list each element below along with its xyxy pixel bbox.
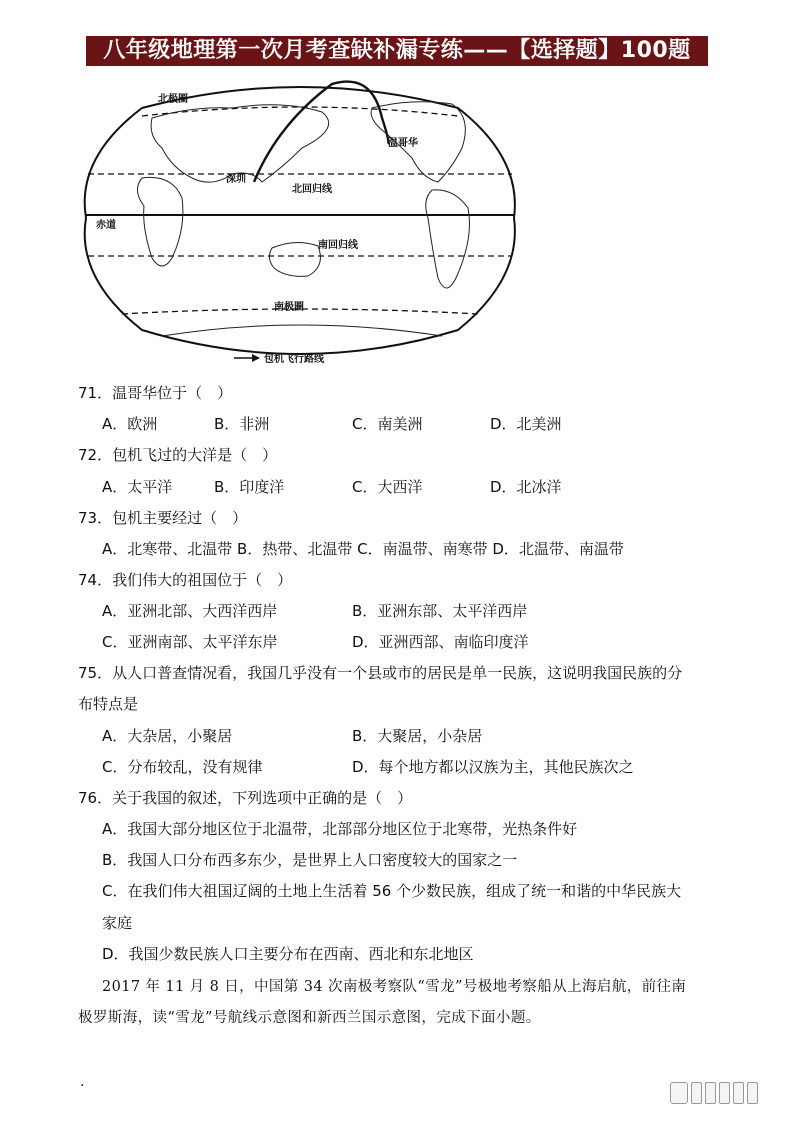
watermark-bar-icon [691, 1082, 702, 1104]
watermark-bar-icon [670, 1082, 688, 1104]
question-71-option-b: B．非洲 [214, 415, 270, 433]
question-75-option-d: D．每个地方都以汉族为主，其他民族次之 [352, 758, 634, 776]
question-75-option-a: A．大杂居，小聚居 [102, 727, 233, 745]
question-74-option-b: B．亚洲东部、太平洋西岸 [352, 602, 528, 620]
question-75-option-c: C．分布较乱，没有规律 [102, 758, 263, 776]
legend-arrow-head [252, 354, 260, 362]
footer-dot: . [80, 1074, 85, 1090]
passage-line-2: 极罗斯海，读“雪龙”号航线示意图和新西兰国示意图，完成下面小题。 [78, 1010, 541, 1026]
watermark-logo [670, 1078, 780, 1108]
question-71-option-c: C．南美洲 [352, 415, 423, 433]
question-76-stem: 76．关于我国的叙述，下列选项中正确的是（ ） [78, 789, 413, 807]
label-shenzhen: 深圳 [226, 174, 246, 185]
question-76-option-b: B．我国人口分布西多东少，是世界上人口密度较大的国家之一 [102, 851, 518, 869]
label-vancouver: 温哥华 [388, 138, 418, 149]
label-equator: 赤道 [96, 220, 116, 231]
question-73-options: A．北寒带、北温带 B．热带、北温带 C．南温带、南寒带 D．北温带、南温带 [102, 540, 624, 558]
question-74-stem: 74．我们伟大的祖国位于（ ） [78, 571, 293, 589]
watermark-bar-icon [719, 1082, 730, 1104]
question-72-stem: 72．包机飞过的大洋是（ ） [78, 446, 278, 464]
question-76-option-c-continued: 家庭 [102, 914, 133, 932]
label-tropic-of-capricorn: 南回归线 [318, 240, 358, 251]
question-72-option-b: B．印度洋 [214, 478, 285, 496]
question-74-option-d: D．亚洲西部、南临印度洋 [352, 633, 529, 651]
question-71-option-d: D．北美洲 [490, 415, 562, 433]
question-74-option-a: A．亚洲北部、大西洋西岸 [102, 602, 278, 620]
map-outline [85, 87, 515, 354]
world-map-svg [82, 78, 518, 368]
label-arctic-circle: 北极圈 [158, 94, 188, 105]
legend-label: 包机飞行路线 [264, 354, 324, 365]
page-title: 八年级地理第一次月考查缺补漏专练——【选择题】100题 [86, 36, 708, 66]
question-72-option-c: C．大西洋 [352, 478, 423, 496]
world-map-figure [82, 78, 518, 368]
question-75-option-b: B．大聚居，小杂居 [352, 727, 483, 745]
passage-line-1: 2017 年 11 月 8 日，中国第 34 次南极考察队“雪龙”号极地考察船从上海启航，前往南 [102, 979, 687, 995]
label-antarctic-circle: 南极圈 [274, 302, 304, 313]
question-76-option-a: A．我国大部分地区位于北温带，北部部分地区位于北寒带，光热条件好 [102, 820, 578, 838]
watermark-bar-icon [705, 1082, 716, 1104]
question-71-stem: 71．温哥华位于（ ） [78, 384, 233, 402]
label-tropic-of-cancer: 北回归线 [292, 184, 332, 195]
question-74-option-c: C．亚洲南部、太平洋东岸 [102, 633, 278, 651]
question-71-option-a: A．欧洲 [102, 415, 158, 433]
question-76-option-c: C．在我们伟大祖国辽阔的土地上生活着 56 个少数民族，组成了统一和谐的中华民族大 [102, 882, 682, 900]
question-75-stem-line2: 布特点是 [78, 695, 139, 713]
watermark-bar-icon [747, 1082, 758, 1104]
question-72-option-a: A．太平洋 [102, 478, 173, 496]
question-76-option-d: D．我国少数民族人口主要分布在西南、西北和东北地区 [102, 945, 474, 963]
question-72-option-d: D．北冰洋 [490, 478, 562, 496]
question-75-stem-line1: 75．从人口普查情况看，我国几乎没有一个县或市的居民是单一民族，这说明我国民族的分 [78, 664, 683, 682]
watermark-bar-icon [733, 1082, 744, 1104]
question-73-stem: 73．包机主要经过（ ） [78, 509, 248, 527]
